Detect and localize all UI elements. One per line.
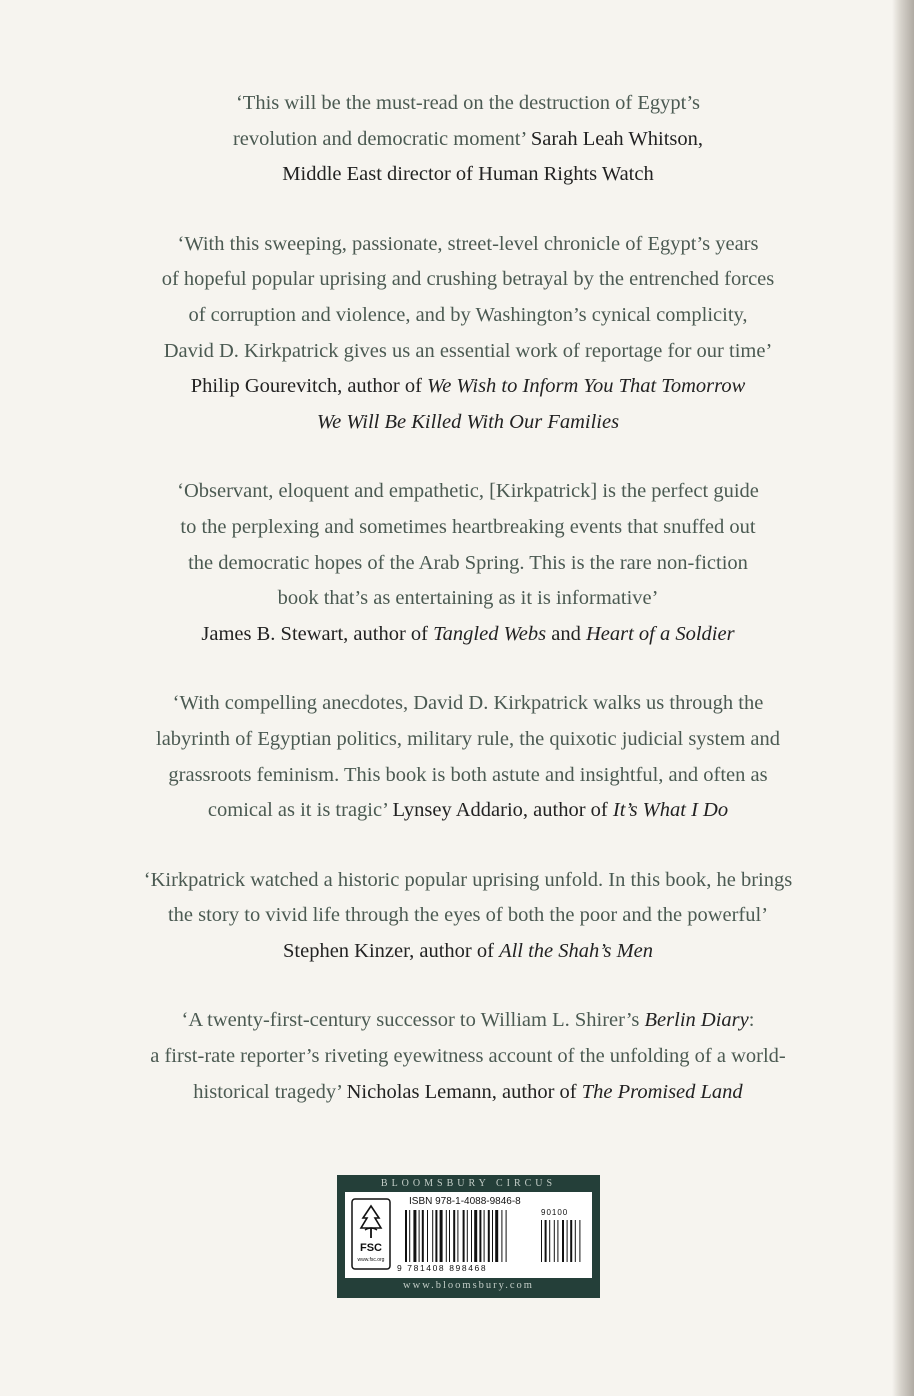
- attribution: Stephen Kinzer, author of: [283, 939, 500, 962]
- quote-line: [100, 686, 836, 722]
- quote-line: [100, 863, 836, 899]
- quote-line: [100, 334, 836, 370]
- barcode-bar: [405, 1210, 407, 1262]
- quote-line: [100, 581, 836, 617]
- barcode-bar: [453, 1210, 455, 1262]
- quote-line: [100, 1003, 836, 1039]
- barcode-bar: [413, 1210, 416, 1262]
- quote-text: ‘This will be the must-read on the destruction of Egypt’s: [235, 92, 700, 114]
- quote-line: [100, 474, 836, 510]
- addon-bar: [579, 1220, 580, 1262]
- quote-text: :: [748, 1009, 755, 1032]
- quote-line: [100, 122, 836, 158]
- quote-line: [100, 722, 836, 758]
- barcode-bar: [495, 1210, 498, 1262]
- quote-line: [100, 793, 836, 829]
- quote-text: revolution and democratic moment’: [232, 127, 531, 150]
- addon-bar: [545, 1220, 547, 1262]
- barcode-bar: [419, 1210, 420, 1262]
- quote-line: [100, 1075, 836, 1111]
- quote-text: comical as it is tragic’: [207, 799, 393, 822]
- quote-line: [100, 617, 836, 653]
- quote-line: [100, 1039, 836, 1075]
- attribution: and: [546, 622, 586, 645]
- quote-line: [100, 298, 836, 334]
- quote-text: ‘Kirkpatrick watched a historic popular uprising unfold. In this book, he brings: [143, 868, 793, 891]
- fsc-url: www.fsc.org: [357, 1257, 385, 1263]
- attribution: Middle East director of Human Rights Watch: [282, 163, 654, 186]
- addon-bar: [575, 1220, 576, 1262]
- barcode-bar: [467, 1210, 468, 1262]
- review-quote: [100, 86, 836, 193]
- fsc-label: FSC: [360, 1242, 382, 1254]
- addon-bar: [541, 1220, 542, 1262]
- barcode-bar: [435, 1210, 437, 1262]
- barcode-bar: [422, 1210, 424, 1262]
- quote-text: the democratic hopes of the Arab Spring. This is the rare non-fiction: [188, 551, 748, 574]
- quote-line: [100, 758, 836, 794]
- addon-bar: [570, 1220, 572, 1262]
- barcode-bar: [409, 1210, 410, 1262]
- addon-bar: [562, 1220, 564, 1262]
- quote-text: ‘With compelling anecdotes, David D. Kirkpatrick walks us through the: [172, 692, 764, 715]
- barcode-bar: [471, 1210, 472, 1262]
- quote-text: historical tragedy’: [193, 1080, 347, 1103]
- barcode-bar: [479, 1210, 481, 1262]
- quote-line: [100, 86, 836, 122]
- quote-text: book that’s as entertaining as it is informative’: [277, 587, 659, 610]
- publisher-url: www.bloomsbury.com: [403, 1280, 534, 1291]
- barcode-bar: [440, 1210, 443, 1262]
- book-title: Berlin Diary: [644, 1009, 749, 1032]
- barcode-area: [345, 1192, 592, 1278]
- quote-line: [100, 510, 836, 546]
- review-quote: [100, 863, 836, 970]
- attribution: Lynsey Addario, author of: [392, 799, 613, 822]
- attribution: James B. Stewart, author of: [201, 622, 434, 645]
- barcode: [405, 1210, 585, 1262]
- fsc-logo: [351, 1198, 391, 1270]
- addon-bar: [554, 1220, 555, 1262]
- barcode-bar: [501, 1210, 502, 1262]
- quote-text: ‘With this sweeping, passionate, street-level chronicle of Egypt’s years: [177, 232, 759, 255]
- quote-text: a first-rate reporter’s riveting eyewitness account of the unfolding of a world-: [150, 1045, 786, 1068]
- barcode-panel: [337, 1175, 600, 1298]
- spine-shadow: [892, 0, 914, 1396]
- book-title: Tangled Webs: [433, 622, 547, 645]
- review-quote: [100, 686, 836, 828]
- barcode-digits: 9 781408 898468: [397, 1263, 488, 1273]
- isbn-number: ISBN 978-1-4088-9846-8: [409, 1196, 521, 1207]
- attribution: Nicholas Lemann, author of: [346, 1080, 582, 1103]
- quote-text: David D. Kirkpatrick gives us an essential work of reportage for our time’: [163, 339, 773, 362]
- barcode-bar: [457, 1210, 458, 1262]
- quote-line: [100, 898, 836, 934]
- barcode-bar: [484, 1210, 485, 1262]
- book-title: Heart of a Soldier: [585, 622, 735, 645]
- barcode-bar: [506, 1210, 507, 1262]
- barcode-bar: [427, 1210, 428, 1262]
- review-quote: [100, 227, 836, 441]
- attribution: Philip Gourevitch, author of: [190, 375, 428, 398]
- addon-bar: [549, 1220, 550, 1262]
- quotes-section: [100, 86, 836, 1144]
- quote-text: the story to vivid life through the eyes of both the poor and the powerful’: [167, 904, 769, 927]
- addon-bar: [557, 1220, 558, 1262]
- barcode-bar: [449, 1210, 450, 1262]
- quote-line: [100, 405, 836, 441]
- barcode-bar: [492, 1210, 493, 1262]
- book-title: The Promised Land: [581, 1080, 743, 1103]
- quote-line: [100, 934, 836, 970]
- publisher-imprint: BLOOMSBURY CIRCUS: [380, 1178, 557, 1189]
- barcode-bar: [488, 1210, 490, 1262]
- review-quote: [100, 474, 836, 652]
- quote-line: [100, 546, 836, 582]
- barcode-bar: [474, 1210, 477, 1262]
- quote-line: [100, 157, 836, 193]
- barcode-bar: [463, 1210, 465, 1262]
- quote-text: grassroots feminism. This book is both astute and insightful, and often as: [168, 763, 768, 786]
- review-quote: [100, 1003, 836, 1110]
- addon-bar: [567, 1220, 568, 1262]
- quote-text: to the perplexing and sometimes heartbreaking events that snuffed out: [180, 515, 756, 538]
- quote-text: labyrinth of Egyptian politics, military rule, the quixotic judicial system and: [156, 727, 780, 750]
- quote-line: [100, 262, 836, 298]
- quote-line: [100, 369, 836, 405]
- book-title: It’s What I Do: [612, 799, 729, 822]
- book-title: We Will Be Killed With Our Families: [316, 410, 620, 433]
- attribution: Sarah Leah Whitson,: [530, 127, 704, 150]
- book-title: We Wish to Inform You That Tomorrow: [427, 375, 746, 398]
- barcode-bar: [432, 1210, 433, 1262]
- price-addon: 90100: [541, 1208, 569, 1217]
- barcode-bar: [446, 1210, 447, 1262]
- quote-line: [100, 227, 836, 263]
- book-title: All the Shah’s Men: [499, 939, 653, 962]
- quote-text: of hopeful popular uprising and crushing betrayal by the entrenched forces: [161, 268, 775, 291]
- quote-text: ‘Observant, eloquent and empathetic, [Kirkpatrick] is the perfect guide: [177, 480, 759, 503]
- quote-text: ‘A twenty-first-century successor to William L. Shirer’s: [181, 1009, 645, 1032]
- quote-text: of corruption and violence, and by Washington’s cynical complicity,: [188, 303, 748, 326]
